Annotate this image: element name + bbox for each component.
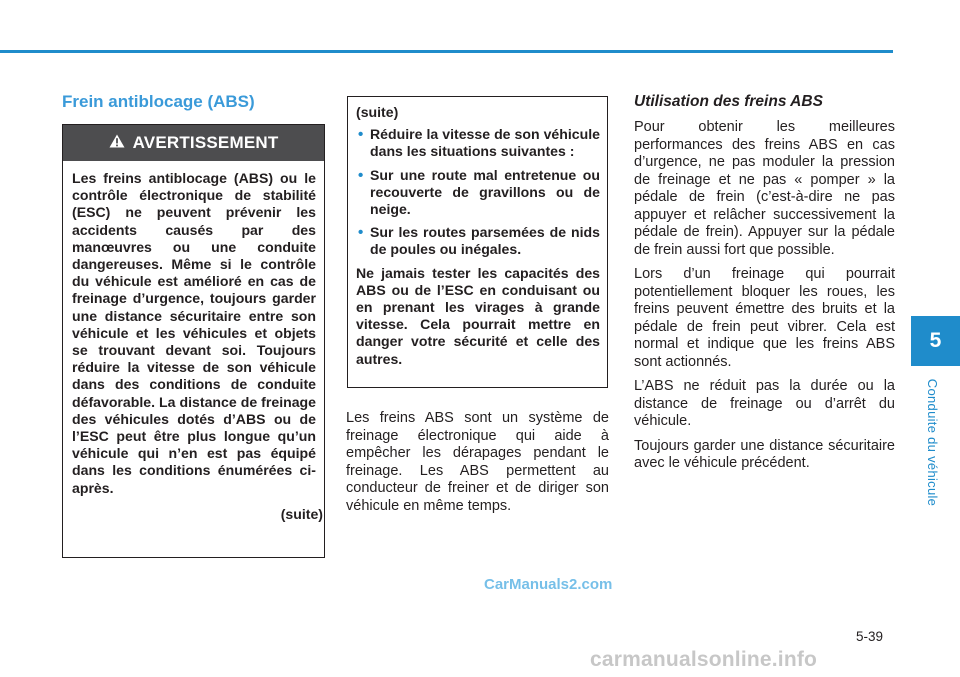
abs-description: Les freins ABS sont un système de freinage électronique qui aide à empêcher les dérapages pendant le freinage. Les ABS permettent au conducteur de freiner et de diriger son véhicule en même temps. bbox=[346, 410, 609, 514]
warning-box bbox=[62, 124, 325, 558]
header-rule bbox=[0, 50, 893, 53]
paragraph: L’ABS ne réduit pas la durée ou la distance de freinage ou d’arrêt du véhicule. bbox=[634, 378, 895, 429]
page-number: 5-39 bbox=[856, 629, 884, 644]
list-item: • Sur une route mal entretenue ou recouverte de gravillons ou de neige. bbox=[358, 166, 600, 218]
bullet-icon: • bbox=[358, 166, 364, 184]
warning-suite: (suite) bbox=[280, 505, 323, 522]
section-title: Frein antiblocage (ABS) bbox=[62, 92, 255, 111]
paragraph: Pour obtenir les meilleures performances des freins ABS en cas d’urgence, ne pas moduler la pression de freinage et ne pas « pomper » la pédale de frein (c’est-à-dire ne pas appuyer et relâcher successivement la pédale de frein). Appuyer sur la pédale de frein aussi fort que possible. bbox=[634, 119, 895, 258]
paragraph: Lors d’un freinage qui pourrait potentiellement bloquer les roues, les freins peuvent émettre des bruits et la pédale de frein peut vibrer. Cela est normal et indique que les freins ABS sont actionnés. bbox=[634, 266, 895, 370]
warning-label: AVERTISSEMENT bbox=[132, 133, 279, 152]
bullet-icon: • bbox=[358, 224, 364, 242]
warning-continuation-box bbox=[347, 96, 608, 388]
right-column bbox=[634, 93, 895, 480]
paragraph: Toujours garder une distance sécuritaire avec le véhicule précédent. bbox=[634, 437, 895, 471]
warning-header bbox=[63, 125, 324, 161]
warning-text: Les freins antiblocage (ABS) ou le contrôle électronique de stabilité (ESC) ne peuvent prévenir les accidents causés par des manœuvres ou une conduite dangereuses. Même si le contrôle du véhicule est amélioré en cas de freinage d’urgence, toujours garder une distance sécuritaire entre son véhicule et les véhicules et objets se trouvant devant soi. Toujours réduire la vitesse de son véhicule dans des conditions de conduite défavorable. La distance de freinage des véhicules dotés d’ABS ou de l’ESC peut être plus longue qu’un véhicule qui n’en est pas équipé dans les conditions énumérées ci-après. bbox=[72, 170, 316, 496]
bullet-icon: • bbox=[358, 126, 364, 144]
chapter-number-tab: 5 bbox=[911, 316, 960, 366]
list-item: • Sur les routes parsemées de nids de poules ou inégales. bbox=[358, 224, 600, 258]
list-item: • Réduire la vitesse de son véhicule dans les situations suivantes : bbox=[358, 126, 600, 160]
watermark-bottom: carmanualsonline.info bbox=[590, 648, 818, 671]
watermark-top: CarManuals2.com bbox=[484, 576, 613, 593]
subsection-heading: Utilisation des freins ABS bbox=[634, 93, 823, 110]
warning-triangle-icon bbox=[109, 133, 125, 153]
continuation-heading: (suite) bbox=[356, 104, 399, 120]
continuation-final-text: Ne jamais tester les capacités des ABS ou de l’ESC en conduisant ou en prenant les virages à grande vitesse. Cela pourrait mettre en danger votre sécurité et celle des autres. bbox=[356, 264, 600, 367]
continuation-list bbox=[356, 126, 600, 258]
chapter-label: Conduite du véhicule bbox=[925, 378, 941, 506]
